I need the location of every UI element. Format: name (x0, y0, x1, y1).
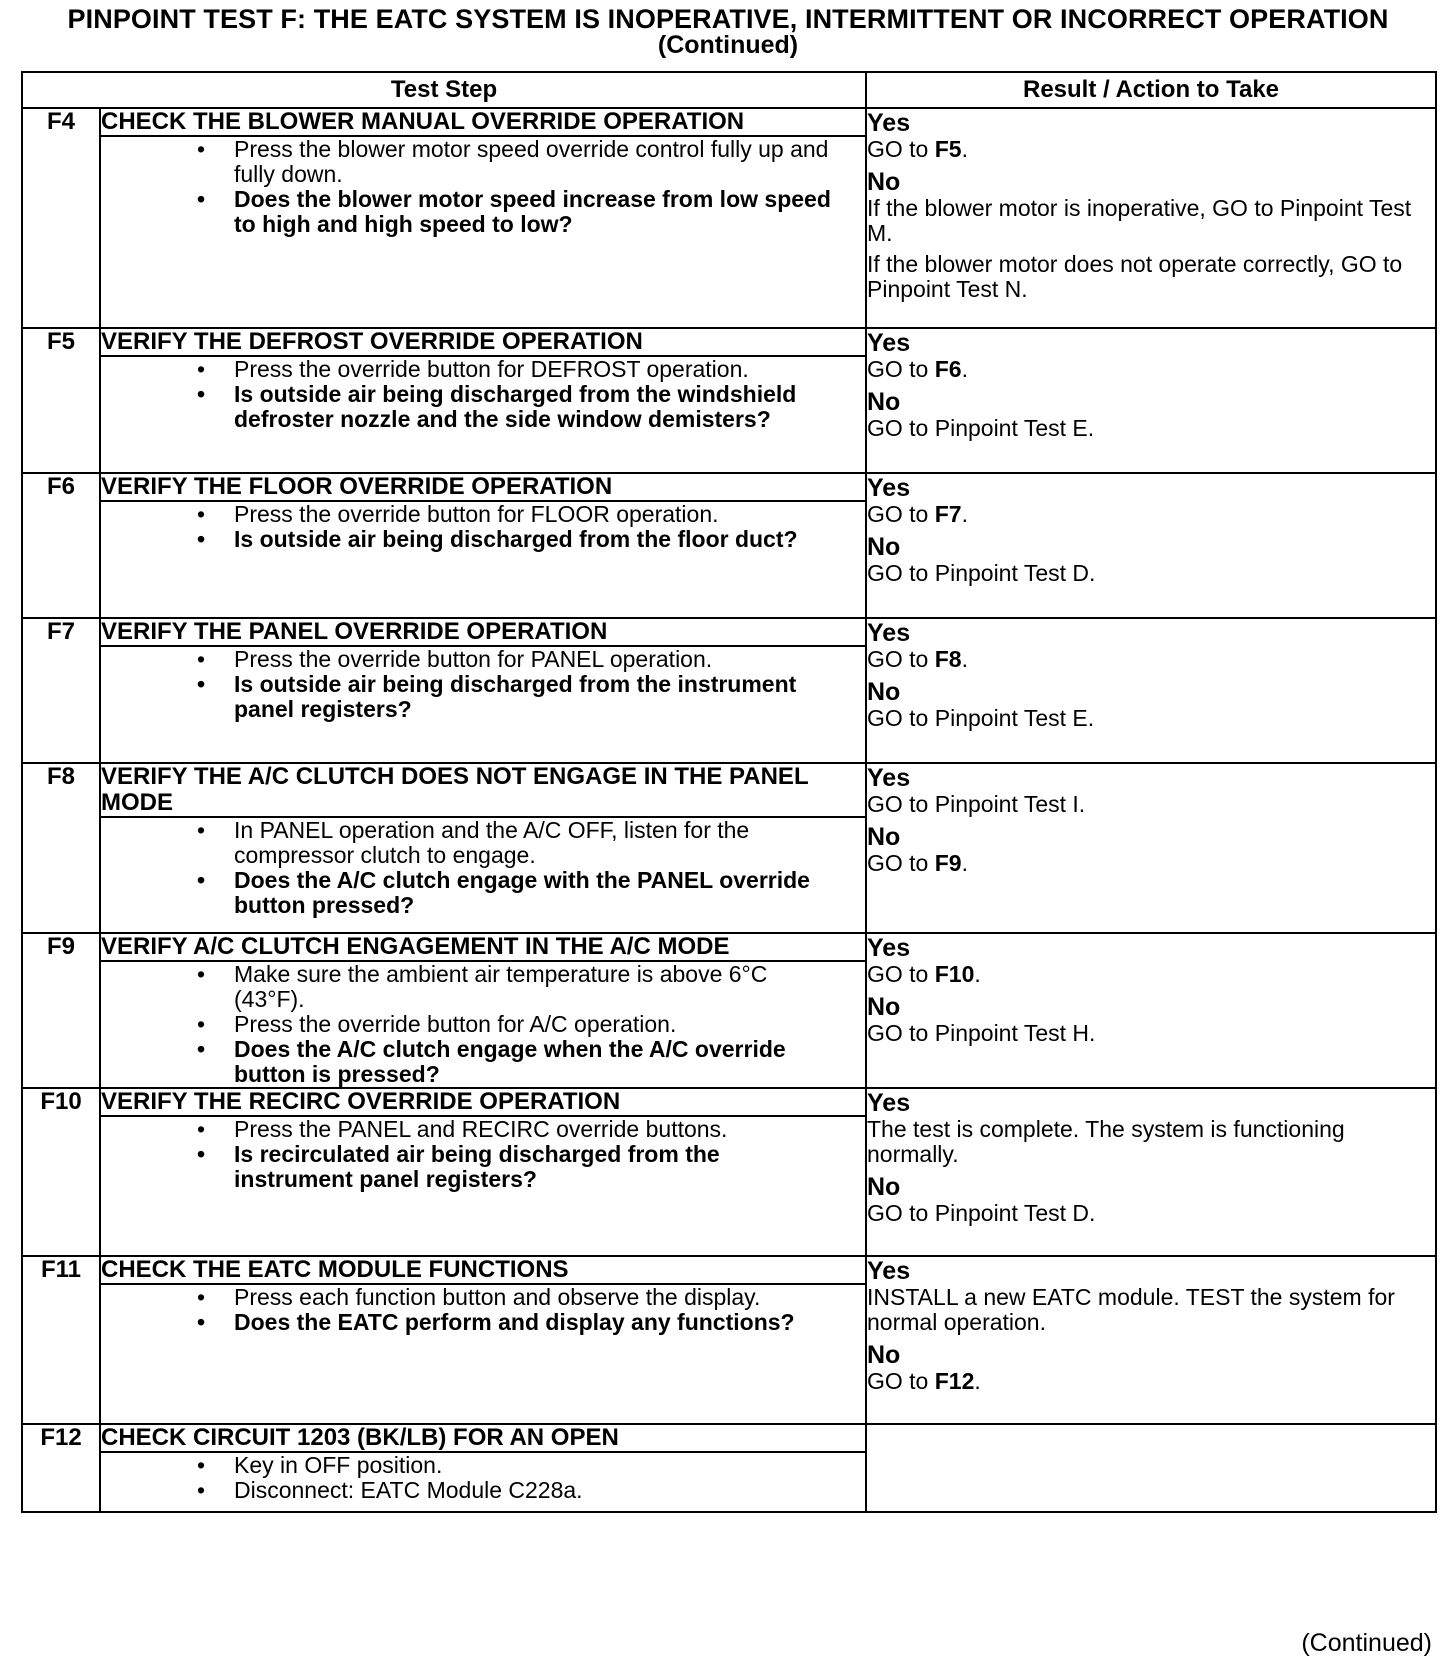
action-text: Is recirculated air being discharged from the instrument panel registers? (234, 1141, 720, 1192)
step-title-row (22, 1256, 1436, 1284)
step-id: F12 (22, 1424, 100, 1512)
action-text: Disconnect: EATC Module C228a. (234, 1477, 583, 1503)
result-text-suffix: . (961, 356, 968, 382)
result-text: GO to Pinpoint Test E. (867, 705, 1095, 731)
bullet-icon: • (197, 1011, 206, 1037)
action-item (101, 1310, 865, 1335)
result-step-ref: F5 (934, 136, 962, 162)
step-id: F7 (22, 618, 100, 763)
result-text-suffix: . (974, 961, 981, 987)
result-block-yes (867, 1257, 1435, 1335)
bullet-icon: • (197, 1116, 206, 1142)
result-label: Yes (867, 934, 911, 962)
action-list (101, 357, 865, 432)
step-result-cell (866, 1424, 1436, 1512)
result-block-no (867, 1173, 1435, 1226)
bullet-icon: • (197, 1477, 206, 1503)
result-text: If the blower motor does not operate correctly, GO to Pinpoint Test N. (867, 251, 1403, 302)
step-id: F4 (22, 108, 100, 328)
action-item (101, 187, 865, 237)
step-title: VERIFY A/C CLUTCH ENGAGEMENT IN THE A/C MODE (100, 933, 866, 961)
result-label: No (867, 168, 901, 196)
action-item (101, 1037, 865, 1087)
result-text: GO to Pinpoint Test H. (867, 1020, 1096, 1046)
result-text: GO to (867, 961, 935, 987)
step-actions (100, 1452, 866, 1512)
action-item (101, 382, 865, 432)
step-title-row (22, 108, 1436, 136)
result-label: No (867, 1341, 901, 1369)
result-label: Yes (867, 1089, 911, 1117)
result-action (867, 792, 1435, 817)
bullet-icon: • (197, 186, 206, 212)
action-item (101, 1117, 865, 1142)
action-list (101, 1453, 865, 1503)
step-actions (100, 817, 866, 933)
action-item (101, 357, 865, 382)
step-title-row (22, 328, 1436, 356)
result-step-ref: F10 (934, 961, 975, 987)
step-title-row (22, 618, 1436, 646)
result-label: Yes (867, 764, 911, 792)
bullet-icon: • (197, 1141, 206, 1167)
result-step-ref: F7 (934, 501, 962, 527)
action-text: Press each function button and observe the display. (234, 1284, 761, 1310)
action-text: Press the override button for FLOOR operation. (234, 501, 719, 527)
step-title: CHECK THE BLOWER MANUAL OVERRIDE OPERATION (100, 108, 866, 136)
result-label: Yes (867, 109, 911, 137)
action-item (101, 868, 865, 918)
action-text: Does the A/C clutch engage with the PANEL override button pressed? (234, 867, 810, 918)
step-title-row (22, 933, 1436, 961)
result-block-no (867, 533, 1435, 586)
action-list (101, 962, 865, 1087)
result-action (867, 851, 1435, 876)
result-text-suffix: . (974, 1368, 981, 1394)
action-text: Press the override button for DEFROST operation. (234, 356, 749, 382)
action-text: Press the blower motor speed override control fully up and fully down. (234, 136, 829, 187)
result-action (867, 962, 1435, 987)
result-text: GO to (867, 136, 935, 162)
bullet-icon: • (197, 526, 206, 552)
step-title-row (22, 763, 1436, 817)
bullet-icon: • (197, 136, 206, 162)
action-text: Key in OFF position. (234, 1452, 443, 1478)
action-list (101, 1285, 865, 1335)
bullet-icon: • (197, 671, 206, 697)
action-list (101, 1117, 865, 1192)
result-label: No (867, 823, 901, 851)
test-step-header: Test Step (22, 72, 866, 108)
result-text: GO to (867, 356, 935, 382)
step-result-cell (866, 933, 1436, 1088)
result-block-no (867, 388, 1435, 441)
action-list (101, 137, 865, 237)
step-title-row (22, 1424, 1436, 1452)
result-label: No (867, 533, 901, 561)
step-result-cell (866, 763, 1436, 933)
bullet-icon: • (197, 1036, 206, 1062)
result-action (867, 706, 1435, 731)
step-id: F8 (22, 763, 100, 933)
result-text: The test is complete. The system is functioning normally. (867, 1116, 1345, 1167)
result-label: No (867, 678, 901, 706)
action-item (101, 647, 865, 672)
step-title-row (22, 473, 1436, 501)
action-list (101, 818, 865, 918)
result-text-suffix: . (961, 501, 968, 527)
result-action (867, 1369, 1435, 1394)
result-label: No (867, 388, 901, 416)
result-label: No (867, 1173, 901, 1201)
result-step-ref: F6 (934, 356, 962, 382)
result-step-ref: F8 (934, 646, 962, 672)
action-item (101, 137, 865, 187)
step-title: CHECK THE EATC MODULE FUNCTIONS (100, 1256, 866, 1284)
step-title: VERIFY THE RECIRC OVERRIDE OPERATION (100, 1088, 866, 1116)
step-id: F10 (22, 1088, 100, 1256)
result-block-yes (867, 1089, 1435, 1167)
step-actions (100, 646, 866, 763)
result-step-ref: F9 (934, 850, 962, 876)
action-item (101, 672, 865, 722)
result-step-ref: F12 (934, 1368, 975, 1394)
result-action (867, 1201, 1435, 1226)
action-item (101, 1285, 865, 1310)
result-text-suffix: . (961, 850, 968, 876)
result-text: GO to (867, 646, 935, 672)
result-block-yes (867, 329, 1435, 382)
result-action (867, 252, 1435, 302)
step-actions (100, 961, 866, 1088)
action-list (101, 502, 865, 552)
bullet-icon: • (197, 381, 206, 407)
bullet-icon: • (197, 501, 206, 527)
result-text: GO to Pinpoint Test E. (867, 415, 1095, 441)
result-action (867, 1285, 1435, 1335)
bullet-icon: • (197, 1309, 206, 1335)
action-text: Press the override button for A/C operation. (234, 1011, 677, 1037)
result-block-no (867, 1341, 1435, 1394)
result-text: GO to Pinpoint Test D. (867, 1200, 1096, 1226)
step-result-cell (866, 1088, 1436, 1256)
step-result-cell (866, 473, 1436, 618)
result-block-no (867, 823, 1435, 876)
action-text: Is outside air being discharged from the floor duct? (234, 526, 798, 552)
action-list (101, 647, 865, 722)
result-action (867, 1117, 1435, 1167)
action-item (101, 818, 865, 868)
step-title-row (22, 1088, 1436, 1116)
result-text: GO to Pinpoint Test I. (867, 791, 1086, 817)
result-text: GO to (867, 501, 935, 527)
action-text: Make sure the ambient air temperature is above 6°C (43°F). (234, 961, 768, 1012)
action-item (101, 527, 865, 552)
result-block-yes (867, 619, 1435, 672)
step-actions (100, 1116, 866, 1256)
bullet-icon: • (197, 1452, 206, 1478)
action-item (101, 1453, 865, 1478)
result-action (867, 196, 1435, 246)
bullet-icon: • (197, 961, 206, 987)
step-title: VERIFY THE A/C CLUTCH DOES NOT ENGAGE IN THE PANEL MODE (100, 763, 866, 817)
result-block-no (867, 678, 1435, 731)
step-result-cell (866, 1256, 1436, 1424)
result-block-no (867, 993, 1435, 1046)
step-result-cell (866, 328, 1436, 473)
result-label: Yes (867, 619, 911, 647)
step-id: F6 (22, 473, 100, 618)
step-id: F5 (22, 328, 100, 473)
bullet-icon: • (197, 867, 206, 893)
step-result-cell (866, 108, 1436, 328)
action-text: Does the blower motor speed increase from low speed to high and high speed to low? (234, 186, 831, 237)
action-text: In PANEL operation and the A/C OFF, listen for the compressor clutch to engage. (234, 817, 750, 868)
result-block-no (867, 168, 1435, 302)
step-actions (100, 356, 866, 473)
action-text: Press the override button for PANEL operation. (234, 646, 713, 672)
steps-body (22, 108, 1436, 1512)
action-item (101, 1012, 865, 1037)
step-title: VERIFY THE FLOOR OVERRIDE OPERATION (100, 473, 866, 501)
action-text: Does the EATC perform and display any functions? (234, 1309, 795, 1335)
step-title: CHECK CIRCUIT 1203 (BK/LB) FOR AN OPEN (100, 1424, 866, 1452)
result-label: Yes (867, 474, 911, 502)
action-item (101, 1142, 865, 1192)
step-result-cell (866, 618, 1436, 763)
result-action (867, 416, 1435, 441)
bullet-icon: • (197, 1284, 206, 1310)
result-header: Result / Action to Take (866, 72, 1436, 108)
result-text: If the blower motor is inoperative, GO to Pinpoint Test M. (867, 195, 1412, 246)
action-item (101, 962, 865, 1012)
result-action (867, 1021, 1435, 1046)
result-label: No (867, 993, 901, 1021)
step-actions (100, 501, 866, 618)
continued-footer: (Continued) (1301, 1629, 1432, 1657)
action-item (101, 502, 865, 527)
page-title: PINPOINT TEST F: THE EATC SYSTEM IS INOPERATIVE, INTERMITTENT OR INCORRECT OPERATION (67, 4, 1389, 34)
result-text: GO to (867, 1368, 935, 1394)
bullet-icon: • (197, 817, 206, 843)
result-text-suffix: . (961, 646, 968, 672)
result-block-yes (867, 109, 1435, 162)
result-action (867, 357, 1435, 382)
result-block-yes (867, 934, 1435, 987)
result-block-yes (867, 474, 1435, 527)
page-subtitle: (Continued) (657, 31, 799, 59)
action-text: Press the PANEL and RECIRC override buttons. (234, 1116, 728, 1142)
result-label: Yes (867, 329, 911, 357)
result-text: GO to (867, 850, 935, 876)
step-actions (100, 1284, 866, 1424)
pinpoint-test-table (21, 71, 1437, 1513)
result-action (867, 502, 1435, 527)
result-action (867, 561, 1435, 586)
step-id: F9 (22, 933, 100, 1088)
table-header-row (22, 72, 1436, 108)
step-id: F11 (22, 1256, 100, 1424)
result-action (867, 137, 1435, 162)
action-item (101, 1478, 865, 1503)
result-label: Yes (867, 1257, 911, 1285)
step-title: VERIFY THE PANEL OVERRIDE OPERATION (100, 618, 866, 646)
bullet-icon: • (197, 356, 206, 382)
step-title: VERIFY THE DEFROST OVERRIDE OPERATION (100, 328, 866, 356)
result-text: INSTALL a new EATC module. TEST the system for normal operation. (867, 1284, 1395, 1335)
result-text: GO to Pinpoint Test D. (867, 560, 1096, 586)
bullet-icon: • (197, 646, 206, 672)
step-actions (100, 136, 866, 328)
action-text: Is outside air being discharged from the windshield defroster nozzle and the side window demisters? (234, 381, 797, 432)
result-text-suffix: . (961, 136, 968, 162)
action-text: Does the A/C clutch engage when the A/C override button is pressed? (234, 1036, 786, 1087)
result-block-yes (867, 764, 1435, 817)
result-action (867, 647, 1435, 672)
action-text: Is outside air being discharged from the instrument panel registers? (234, 671, 797, 722)
